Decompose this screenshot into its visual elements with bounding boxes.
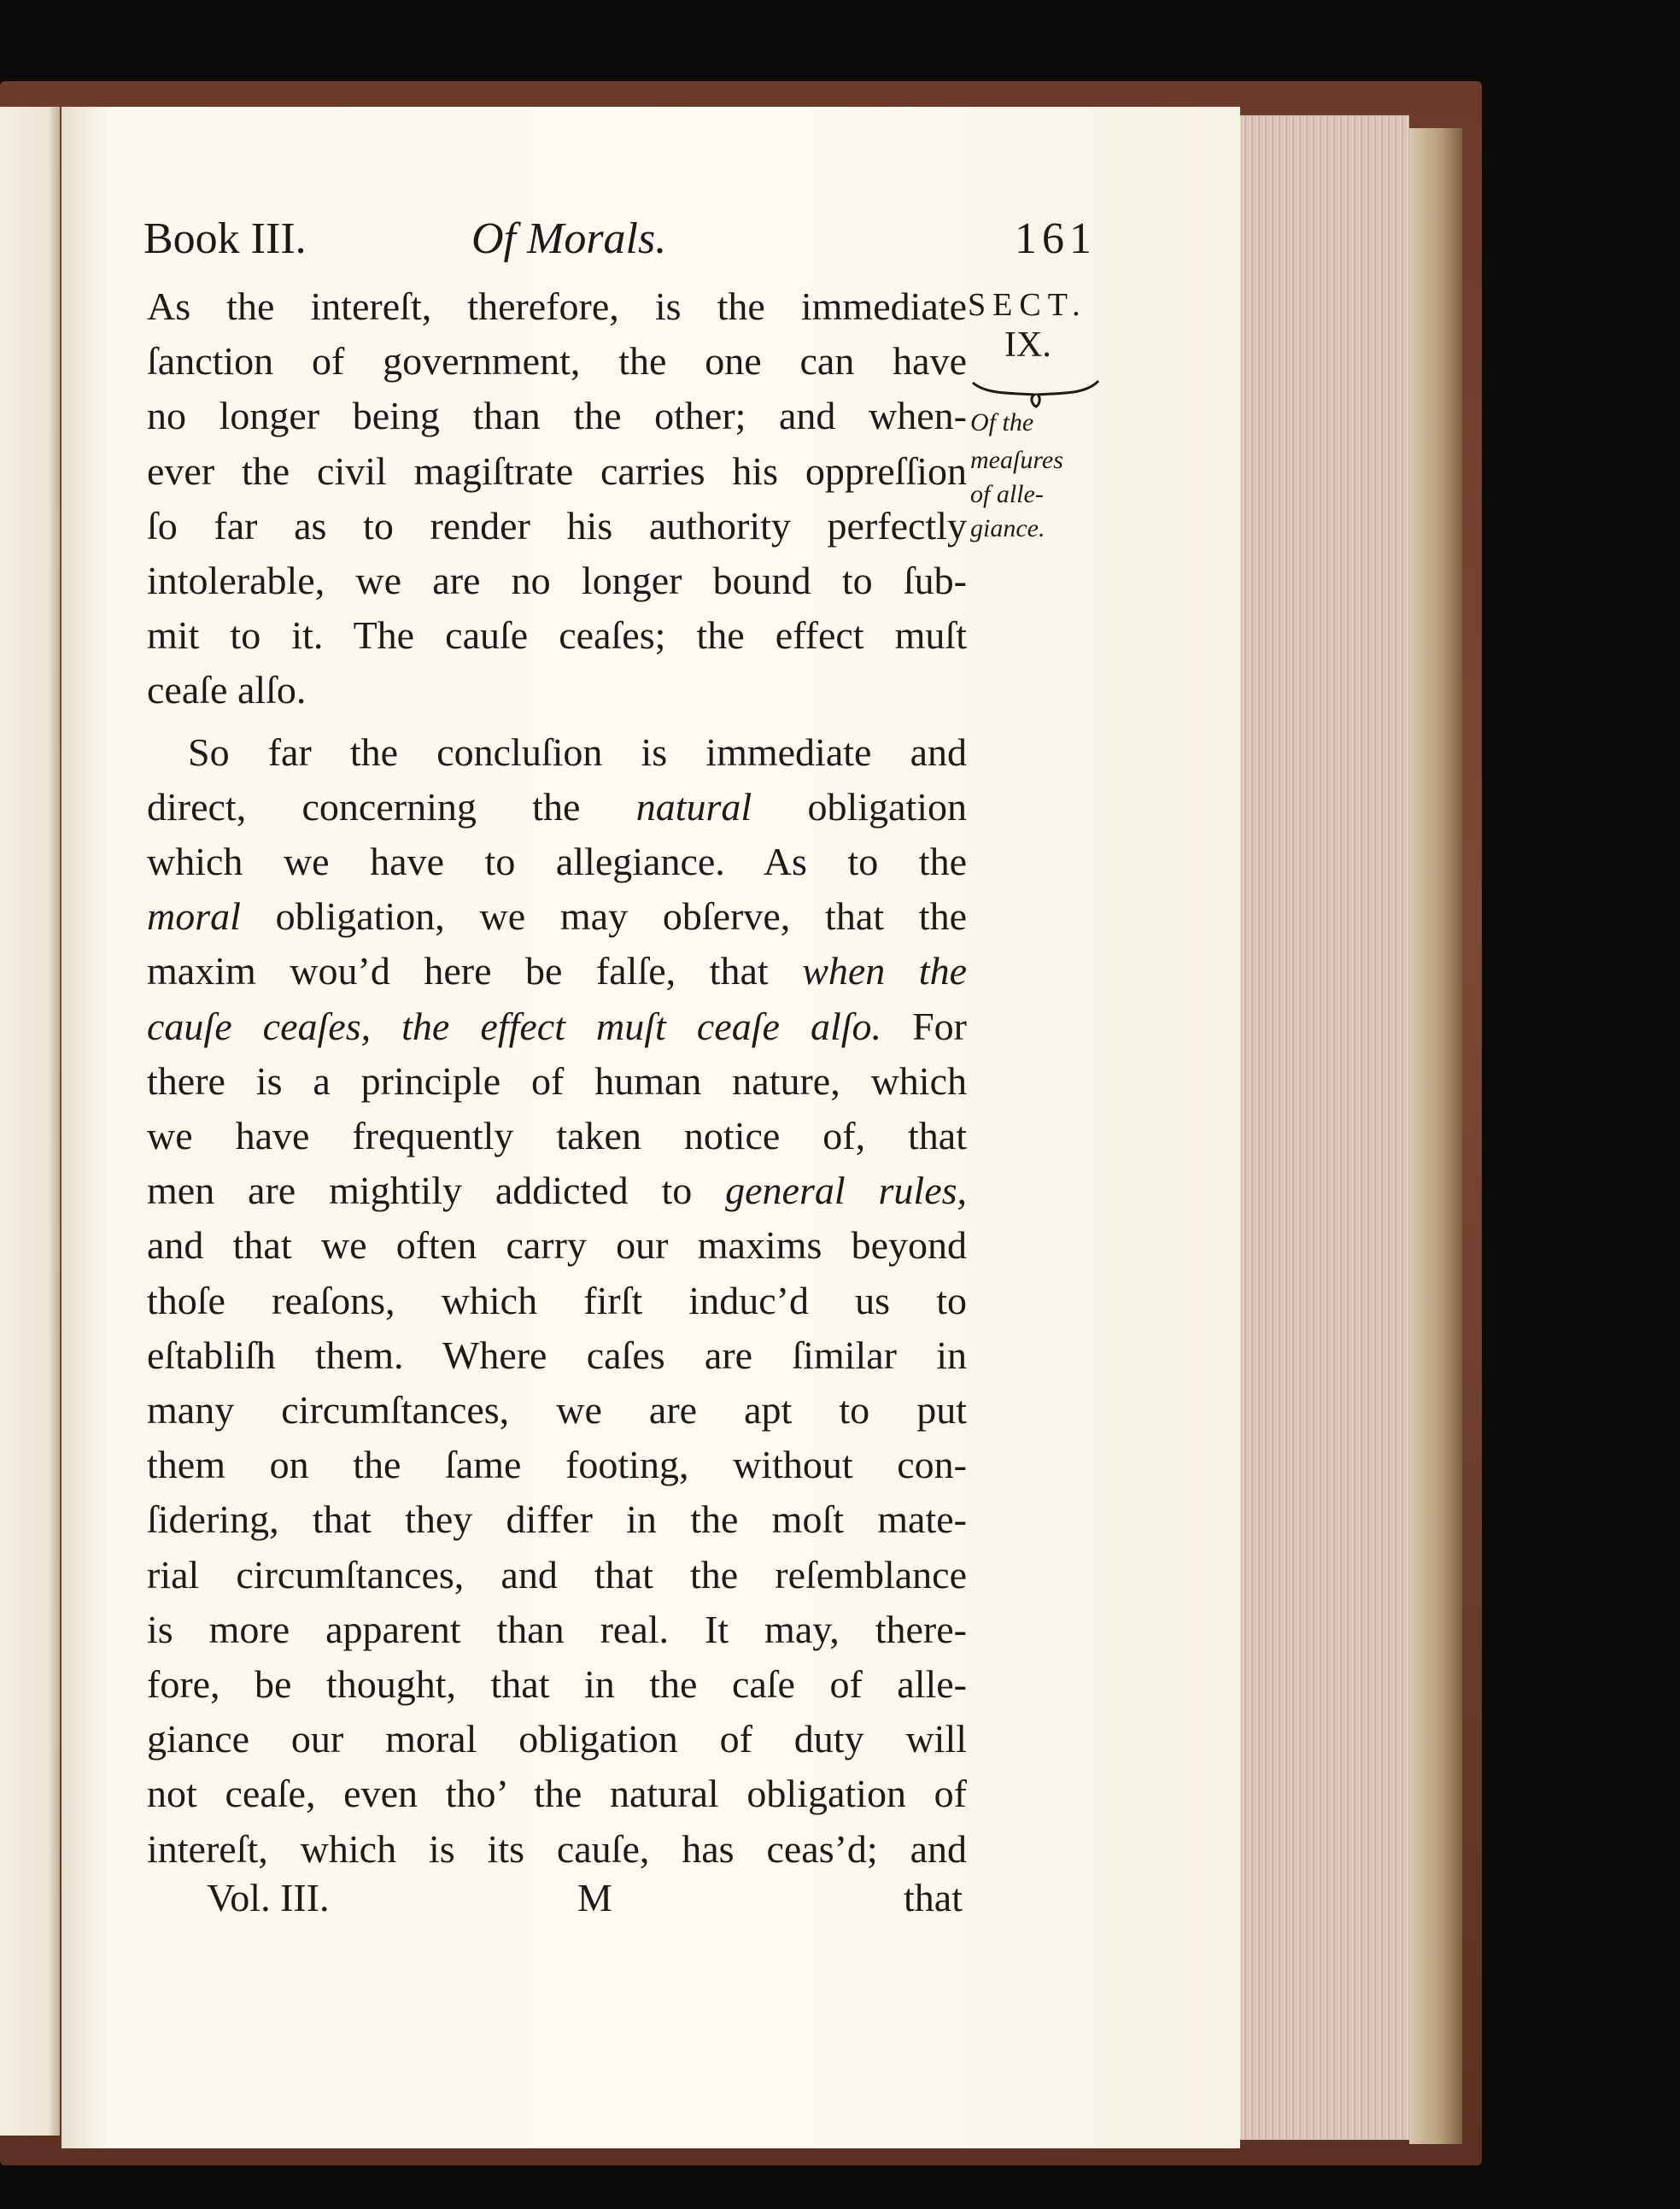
text-line xyxy=(147,393,967,438)
page-fore-edge xyxy=(1240,115,1409,2140)
text-line xyxy=(147,338,967,384)
text-segment: maxim wou’d here be falſe, that xyxy=(147,949,803,993)
volume-signature: Vol. III. xyxy=(207,1876,330,1919)
text-line xyxy=(147,894,967,939)
section-number: IX. xyxy=(1004,325,1051,365)
text-line xyxy=(147,558,967,603)
text-line xyxy=(147,612,967,658)
text-line xyxy=(147,1168,967,1213)
left-page-edge xyxy=(0,107,60,2136)
text-line xyxy=(147,1607,967,1652)
text-segment: them on the ſame footing, without con- xyxy=(147,1443,967,1486)
text-line xyxy=(147,1333,967,1378)
text-segment: As the intereſt, therefore, is the immediate xyxy=(147,284,967,328)
text-line xyxy=(147,1058,967,1104)
text-segment: ceaſe alſo. xyxy=(147,668,307,712)
text-line xyxy=(147,1442,967,1487)
text-segment: no longer being than the other; and when- xyxy=(147,394,967,437)
text-line xyxy=(188,729,967,775)
text-segment: we have frequently taken notice of, that xyxy=(147,1114,967,1157)
italic-text: when the xyxy=(802,949,968,993)
text-segment: So far the concluſion is immediate and xyxy=(188,730,967,774)
printer-signature: M xyxy=(577,1876,612,1919)
text-segment: which we have to allegiance. As to the xyxy=(147,840,967,883)
text-segment: men are mightily addicted to xyxy=(147,1169,726,1212)
text-segment: eſtabliſh them. Where caſes are ſimilar in xyxy=(147,1333,967,1377)
text-line xyxy=(147,1278,967,1323)
text-line xyxy=(147,1004,967,1049)
margin-note-line: giance. xyxy=(970,514,1045,542)
text-line xyxy=(147,1716,967,1761)
margin-note-line: Of the xyxy=(970,408,1034,437)
text-line xyxy=(147,948,967,993)
text-segment: rial circumſtances, and that the reſemblance xyxy=(147,1553,967,1597)
italic-text: cauſe ceaſes, the effect muſt ceaſe alſo. xyxy=(147,1005,882,1048)
text-segment: many circumſtances, we are apt to put xyxy=(147,1388,967,1432)
text-segment: not ceaſe, even tho’ the natural obligation of xyxy=(147,1772,967,1815)
text-segment: and that we often carry our maxims beyond xyxy=(147,1223,967,1267)
text-line xyxy=(147,1661,967,1707)
section-label: SECT. xyxy=(968,287,1087,323)
running-header-title: Of Morals. xyxy=(471,214,667,263)
text-line xyxy=(147,1771,967,1816)
text-segment: mit to it. The cauſe ceaſes; the effect muſt xyxy=(147,613,967,657)
catchword: that xyxy=(904,1876,963,1919)
text-segment: ever the civil magiſtrate carries his oppreſſion xyxy=(147,449,967,493)
italic-text: general rules, xyxy=(725,1169,968,1212)
margin-note-line: of alle- xyxy=(970,480,1044,508)
text-segment: thoſe reaſons, which firſt induc’d us to xyxy=(147,1279,967,1322)
text-segment: obligation xyxy=(752,785,967,829)
text-line xyxy=(147,1497,967,1542)
text-segment: ſanction of government, the one can have xyxy=(147,339,967,383)
text-segment: ſo far as to render his authority perfectly xyxy=(147,504,967,548)
text-line xyxy=(147,448,967,494)
text-segment: For xyxy=(881,1005,967,1048)
text-segment: giance our moral obligation of duty will xyxy=(147,1717,967,1761)
text-segment: direct, concerning the xyxy=(147,785,636,829)
text-line xyxy=(147,284,967,329)
page-number: 161 xyxy=(1015,214,1097,263)
text-line xyxy=(147,1113,967,1158)
text-line xyxy=(147,839,967,884)
text-line xyxy=(147,503,967,548)
text-segment: is more apparent than real. It may, there- xyxy=(147,1608,967,1651)
italic-text: moral xyxy=(147,894,241,938)
section-brace-icon xyxy=(969,376,1102,410)
text-segment: ſidering, that they differ in the moſt mate- xyxy=(147,1497,967,1541)
text-line xyxy=(147,1222,967,1268)
margin-note-line: meaſures xyxy=(970,446,1063,474)
text-segment: intolerable, we are no longer bound to ſub- xyxy=(147,559,967,602)
text-segment: intereſt, which is its cauſe, has ceas’d; and xyxy=(147,1827,967,1871)
text-line xyxy=(147,1387,967,1433)
right-board xyxy=(1409,128,1462,2144)
text-line xyxy=(147,784,967,829)
running-header-book: Book III. xyxy=(143,214,307,263)
text-line xyxy=(147,667,967,712)
text-segment: obligation, we may obſerve, that the xyxy=(240,894,967,938)
text-segment: there is a principle of human nature, which xyxy=(147,1059,967,1103)
text-line xyxy=(147,1826,967,1872)
text-segment: fore, be thought, that in the caſe of alle- xyxy=(147,1662,967,1706)
text-line xyxy=(147,1552,967,1597)
italic-text: natural xyxy=(635,785,752,829)
